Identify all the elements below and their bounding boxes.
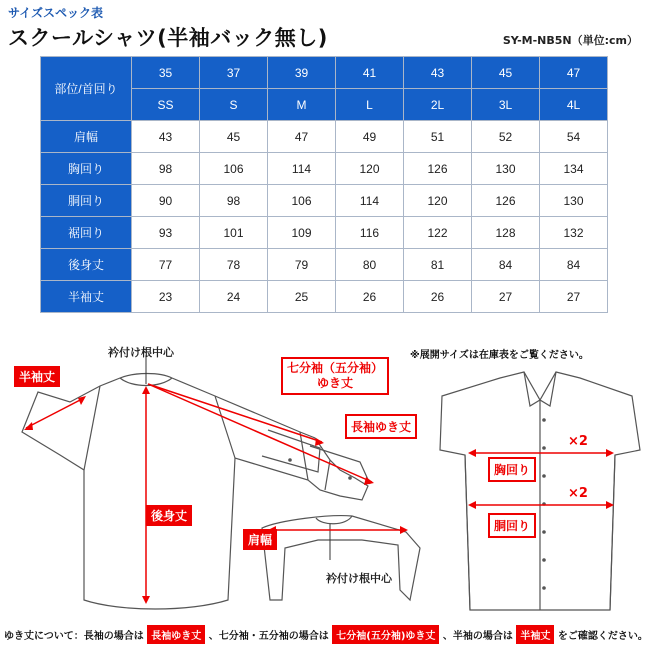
table-cell: 126 [472, 185, 540, 217]
seven-sleeve-tag [281, 357, 389, 395]
neck-center-label-bottom: 衿付け根中心 [326, 572, 392, 585]
table-cell: 122 [404, 217, 472, 249]
neck-size: 41 [336, 57, 404, 89]
size-note: ※展開サイズは在庫表をご覧ください。 [410, 350, 589, 361]
table-cell: 130 [540, 185, 608, 217]
table-cell: 77 [132, 249, 200, 281]
size-label: L [336, 89, 404, 121]
short-sleeve-tag: 半袖丈 [14, 366, 60, 387]
chest-multiplier: ×2 [568, 434, 588, 449]
row-label: 胸回り [41, 153, 132, 185]
footer-tag-seven: 七分袖(五分袖)ゆき丈 [332, 625, 439, 644]
row-label: 裾回り [41, 217, 132, 249]
seven-sleeve-line1: 七分袖（五分袖） [287, 361, 384, 375]
page-title: スクールシャツ(半袖バック無し) [8, 26, 328, 50]
back-length-tag: 後身丈 [146, 505, 192, 526]
table-cell: 54 [540, 121, 608, 153]
table-cell: 24 [200, 281, 268, 313]
row-label: 後身丈 [41, 249, 132, 281]
table-cell: 106 [268, 185, 336, 217]
table-cell: 47 [268, 121, 336, 153]
neck-size: 45 [472, 57, 540, 89]
waist-tag: 胴回り [488, 513, 536, 538]
table-cell: 120 [336, 153, 404, 185]
table-cell: 26 [336, 281, 404, 313]
size-label: 3L [472, 89, 540, 121]
table-cell: 27 [540, 281, 608, 313]
neck-size: 47 [540, 57, 608, 89]
size-label: S [200, 89, 268, 121]
table-cell: 132 [540, 217, 608, 249]
table-cell: 78 [200, 249, 268, 281]
table-cell: 51 [404, 121, 472, 153]
table-cell: 25 [268, 281, 336, 313]
table-cell: 23 [132, 281, 200, 313]
row-label: 胴回り [41, 185, 132, 217]
table-cell: 98 [132, 153, 200, 185]
table-cell: 128 [472, 217, 540, 249]
footer-note [4, 625, 648, 644]
size-label: M [268, 89, 336, 121]
neck-size: 39 [268, 57, 336, 89]
size-label: SS [132, 89, 200, 121]
table-cell: 101 [200, 217, 268, 249]
neck-center-label-top: 衿付け根中心 [108, 346, 174, 359]
seven-sleeve-line2: ゆき丈 [317, 376, 354, 390]
footer-tag-long: 長袖ゆき丈 [147, 625, 205, 644]
product-code: SY-M-NB5N（単位:cm） [502, 34, 638, 47]
footer-text-4: をご確認ください。 [557, 631, 648, 642]
shirt-front-illustration [440, 372, 640, 610]
table-cell: 81 [404, 249, 472, 281]
row-label: 半袖丈 [41, 281, 132, 313]
footer-tag-short: 半袖丈 [516, 625, 554, 644]
shirt-yoke-illustration [262, 516, 420, 600]
table-cell: 109 [268, 217, 336, 249]
row-label: 肩幅 [41, 121, 132, 153]
table-cell: 84 [540, 249, 608, 281]
waist-multiplier: ×2 [568, 486, 588, 501]
neck-size: 37 [200, 57, 268, 89]
table-cell: 90 [132, 185, 200, 217]
table-cell: 126 [404, 153, 472, 185]
table-cell: 27 [472, 281, 540, 313]
table-cell: 134 [540, 153, 608, 185]
page-subtitle: サイズスペック表 [8, 6, 104, 20]
neck-size: 43 [404, 57, 472, 89]
size-label: 4L [540, 89, 608, 121]
shoulder-tag: 肩幅 [243, 529, 277, 550]
table-cell: 114 [336, 185, 404, 217]
table-cell: 43 [132, 121, 200, 153]
table-cell: 45 [200, 121, 268, 153]
table-cell: 98 [200, 185, 268, 217]
long-sleeve-tag: 長袖ゆき丈 [345, 414, 417, 439]
chest-tag: 胸回り [488, 457, 536, 482]
table-cell: 106 [200, 153, 268, 185]
shirt-back-illustration [22, 374, 370, 610]
table-cell: 26 [404, 281, 472, 313]
table-cell: 130 [472, 153, 540, 185]
table-cell: 114 [268, 153, 336, 185]
table-cell: 120 [404, 185, 472, 217]
table-cell: 49 [336, 121, 404, 153]
table-cell: 80 [336, 249, 404, 281]
table-cell: 116 [336, 217, 404, 249]
footer-text-1: ゆき丈について：長袖の場合は [4, 631, 144, 642]
neck-size: 35 [132, 57, 200, 89]
footer-text-2: 、七分袖・五分袖の場合は [208, 631, 329, 642]
size-label: 2L [404, 89, 472, 121]
table-cell: 52 [472, 121, 540, 153]
table-cell: 79 [268, 249, 336, 281]
footer-text-3: 、半袖の場合は [442, 631, 513, 642]
corner-label: 部位/首回り [41, 57, 132, 121]
table-cell: 84 [472, 249, 540, 281]
table-cell: 93 [132, 217, 200, 249]
